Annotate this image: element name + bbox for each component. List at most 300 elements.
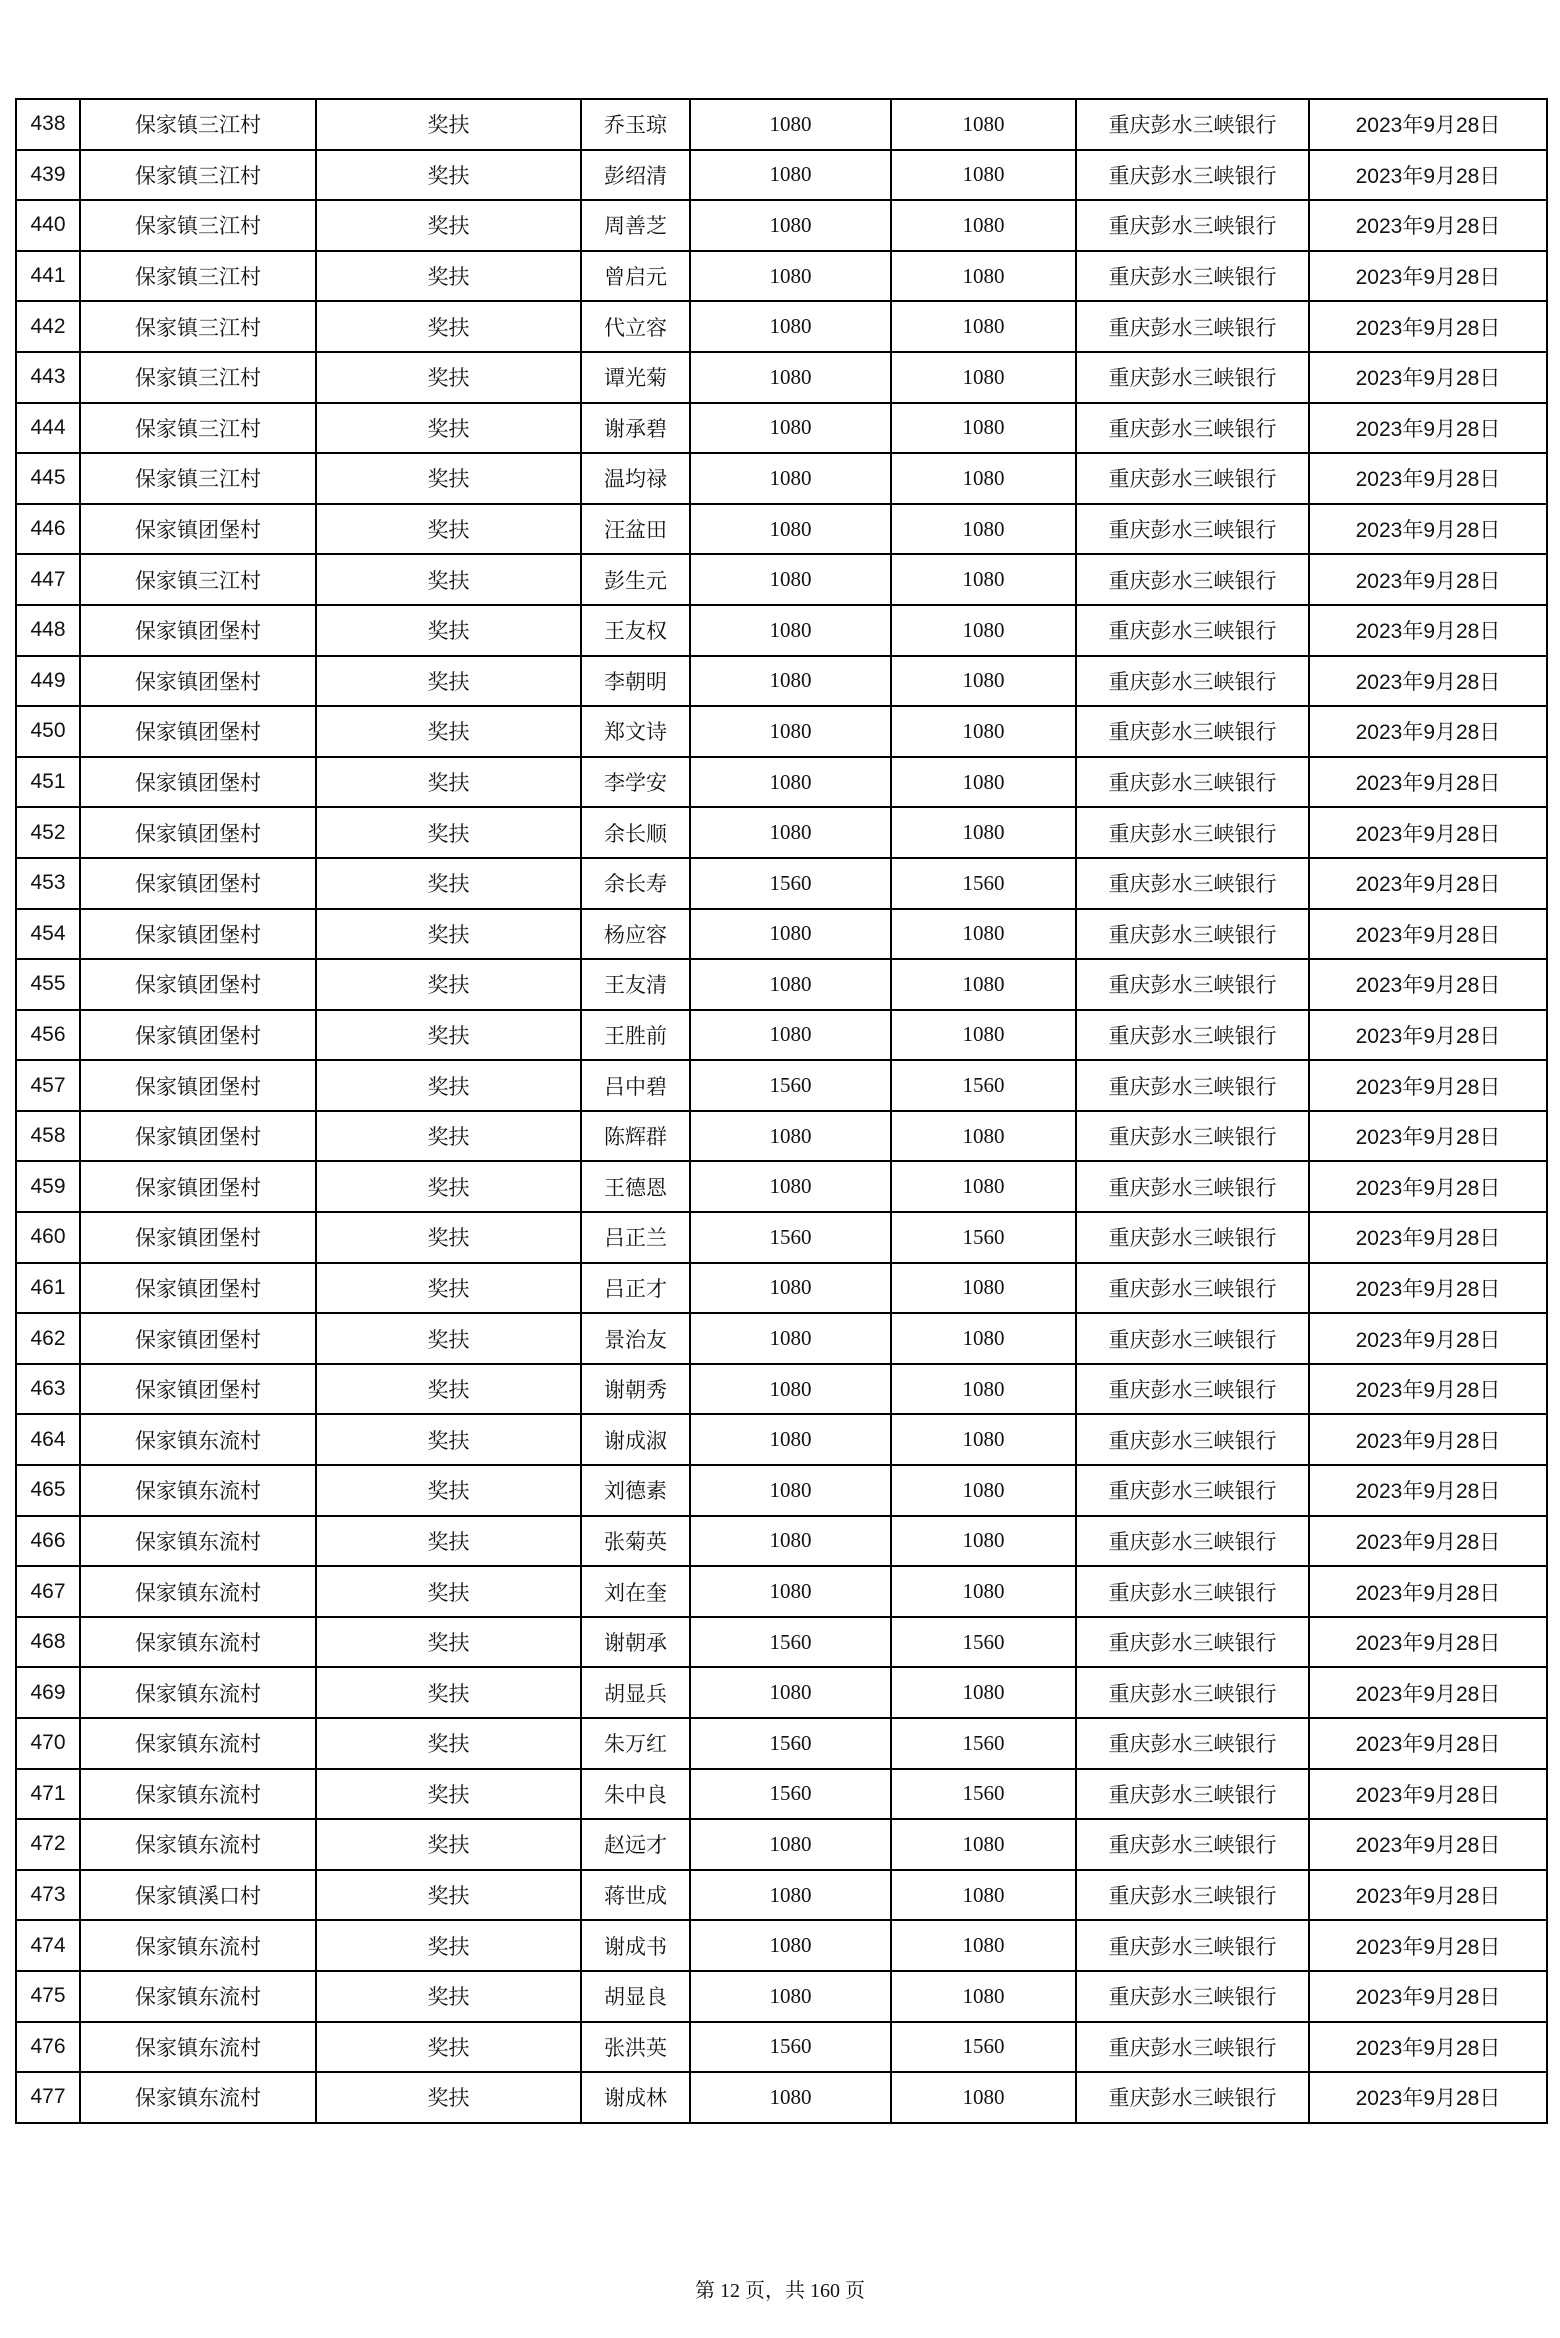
paid-amount-cell: 1080 xyxy=(891,453,1076,504)
table-row xyxy=(16,858,1547,909)
village-cell: 保家镇团堡村 xyxy=(80,858,316,909)
village-cell: 保家镇团堡村 xyxy=(80,656,316,707)
subsidy-type-cell: 奖扶 xyxy=(316,1971,581,2022)
bank-cell: 重庆彭水三峡银行 xyxy=(1076,1920,1309,1971)
table-row xyxy=(16,2072,1547,2123)
recipient-name-cell: 温均禄 xyxy=(581,453,690,504)
row-number-cell: 446 xyxy=(16,504,80,555)
row-number-cell: 439 xyxy=(16,150,80,201)
village-cell: 保家镇团堡村 xyxy=(80,757,316,808)
bank-cell: 重庆彭水三峡银行 xyxy=(1076,807,1309,858)
village-cell: 保家镇溪口村 xyxy=(80,1870,316,1921)
amount-cell: 1080 xyxy=(690,1263,891,1314)
amount-cell: 1080 xyxy=(690,757,891,808)
table-row xyxy=(16,959,1547,1010)
paid-amount-cell: 1080 xyxy=(891,909,1076,960)
table-row xyxy=(16,605,1547,656)
recipient-name-cell: 曾启元 xyxy=(581,251,690,302)
paid-amount-cell: 1080 xyxy=(891,554,1076,605)
subsidy-type-cell: 奖扶 xyxy=(316,757,581,808)
row-number-cell: 468 xyxy=(16,1617,80,1668)
bank-cell: 重庆彭水三峡银行 xyxy=(1076,1414,1309,1465)
bank-cell: 重庆彭水三峡银行 xyxy=(1076,706,1309,757)
recipient-name-cell: 刘德素 xyxy=(581,1465,690,1516)
payment-date-cell: 2023年9月28日 xyxy=(1309,1465,1547,1516)
table-row xyxy=(16,1263,1547,1314)
table-row xyxy=(16,1566,1547,1617)
row-number-cell: 466 xyxy=(16,1516,80,1567)
table-row xyxy=(16,1769,1547,1820)
subsidy-type-cell: 奖扶 xyxy=(316,1161,581,1212)
payment-date-cell: 2023年9月28日 xyxy=(1309,2022,1547,2073)
paid-amount-cell: 1080 xyxy=(891,1819,1076,1870)
village-cell: 保家镇三江村 xyxy=(80,453,316,504)
recipient-name-cell: 谢朝秀 xyxy=(581,1364,690,1415)
subsidy-type-cell: 奖扶 xyxy=(316,403,581,454)
village-cell: 保家镇团堡村 xyxy=(80,959,316,1010)
payment-date-cell: 2023年9月28日 xyxy=(1309,1313,1547,1364)
paid-amount-cell: 1560 xyxy=(891,1617,1076,1668)
subsidy-type-cell: 奖扶 xyxy=(316,1313,581,1364)
payment-date-cell: 2023年9月28日 xyxy=(1309,1819,1547,1870)
subsidy-type-cell: 奖扶 xyxy=(316,1263,581,1314)
village-cell: 保家镇团堡村 xyxy=(80,605,316,656)
table-row xyxy=(16,2022,1547,2073)
subsidy-type-cell: 奖扶 xyxy=(316,1516,581,1567)
paid-amount-cell: 1080 xyxy=(891,1010,1076,1061)
bank-cell: 重庆彭水三峡银行 xyxy=(1076,757,1309,808)
paid-amount-cell: 1080 xyxy=(891,1414,1076,1465)
paid-amount-cell: 1080 xyxy=(891,605,1076,656)
row-number-cell: 470 xyxy=(16,1718,80,1769)
payment-date-cell: 2023年9月28日 xyxy=(1309,453,1547,504)
recipient-name-cell: 朱中良 xyxy=(581,1769,690,1820)
subsidy-type-cell: 奖扶 xyxy=(316,1870,581,1921)
bank-cell: 重庆彭水三峡银行 xyxy=(1076,1010,1309,1061)
paid-amount-cell: 1080 xyxy=(891,1364,1076,1415)
payment-date-cell: 2023年9月28日 xyxy=(1309,1566,1547,1617)
amount-cell: 1560 xyxy=(690,1769,891,1820)
paid-amount-cell: 1080 xyxy=(891,1870,1076,1921)
bank-cell: 重庆彭水三峡银行 xyxy=(1076,1718,1309,1769)
table-row xyxy=(16,1718,1547,1769)
amount-cell: 1080 xyxy=(690,403,891,454)
paid-amount-cell: 1560 xyxy=(891,1718,1076,1769)
recipient-name-cell: 吕正才 xyxy=(581,1263,690,1314)
subsidy-type-cell: 奖扶 xyxy=(316,1414,581,1465)
table-row xyxy=(16,554,1547,605)
table-row xyxy=(16,706,1547,757)
payment-date-cell: 2023年9月28日 xyxy=(1309,959,1547,1010)
payment-date-cell: 2023年9月28日 xyxy=(1309,301,1547,352)
row-number-cell: 464 xyxy=(16,1414,80,1465)
recipient-name-cell: 杨应容 xyxy=(581,909,690,960)
table-row xyxy=(16,757,1547,808)
row-number-cell: 461 xyxy=(16,1263,80,1314)
village-cell: 保家镇三江村 xyxy=(80,251,316,302)
payment-date-cell: 2023年9月28日 xyxy=(1309,251,1547,302)
row-number-cell: 472 xyxy=(16,1819,80,1870)
amount-cell: 1080 xyxy=(690,1111,891,1162)
payment-date-cell: 2023年9月28日 xyxy=(1309,605,1547,656)
bank-cell: 重庆彭水三峡银行 xyxy=(1076,1667,1309,1718)
village-cell: 保家镇东流村 xyxy=(80,2022,316,2073)
recipient-name-cell: 谭光菊 xyxy=(581,352,690,403)
subsidy-type-cell: 奖扶 xyxy=(316,554,581,605)
subsidy-type-cell: 奖扶 xyxy=(316,1566,581,1617)
table-row xyxy=(16,1667,1547,1718)
row-number-cell: 463 xyxy=(16,1364,80,1415)
row-number-cell: 451 xyxy=(16,757,80,808)
payment-date-cell: 2023年9月28日 xyxy=(1309,1414,1547,1465)
row-number-cell: 458 xyxy=(16,1111,80,1162)
row-number-cell: 469 xyxy=(16,1667,80,1718)
paid-amount-cell: 1080 xyxy=(891,1313,1076,1364)
recipient-name-cell: 谢成书 xyxy=(581,1920,690,1971)
payment-date-cell: 2023年9月28日 xyxy=(1309,1870,1547,1921)
subsidy-type-cell: 奖扶 xyxy=(316,1769,581,1820)
subsidy-type-cell: 奖扶 xyxy=(316,1617,581,1668)
amount-cell: 1560 xyxy=(690,1617,891,1668)
village-cell: 保家镇三江村 xyxy=(80,150,316,201)
subsidy-type-cell: 奖扶 xyxy=(316,1010,581,1061)
village-cell: 保家镇东流村 xyxy=(80,1920,316,1971)
village-cell: 保家镇三江村 xyxy=(80,200,316,251)
paid-amount-cell: 1080 xyxy=(891,706,1076,757)
amount-cell: 1560 xyxy=(690,858,891,909)
subsidy-type-cell: 奖扶 xyxy=(316,706,581,757)
recipient-name-cell: 李学安 xyxy=(581,757,690,808)
row-number-cell: 450 xyxy=(16,706,80,757)
subsidy-type-cell: 奖扶 xyxy=(316,807,581,858)
recipient-name-cell: 王友权 xyxy=(581,605,690,656)
bank-cell: 重庆彭水三峡银行 xyxy=(1076,959,1309,1010)
amount-cell: 1080 xyxy=(690,1920,891,1971)
subsidy-type-cell: 奖扶 xyxy=(316,504,581,555)
table-row xyxy=(16,1617,1547,1668)
paid-amount-cell: 1080 xyxy=(891,757,1076,808)
amount-cell: 1080 xyxy=(690,150,891,201)
payment-date-cell: 2023年9月28日 xyxy=(1309,1516,1547,1567)
village-cell: 保家镇三江村 xyxy=(80,403,316,454)
recipient-name-cell: 张菊英 xyxy=(581,1516,690,1567)
village-cell: 保家镇三江村 xyxy=(80,554,316,605)
row-number-cell: 438 xyxy=(16,99,80,150)
subsidy-type-cell: 奖扶 xyxy=(316,1819,581,1870)
bank-cell: 重庆彭水三峡银行 xyxy=(1076,200,1309,251)
table-row xyxy=(16,1212,1547,1263)
payment-date-cell: 2023年9月28日 xyxy=(1309,858,1547,909)
payment-date-cell: 2023年9月28日 xyxy=(1309,403,1547,454)
recipient-name-cell: 刘在奎 xyxy=(581,1566,690,1617)
subsidy-type-cell: 奖扶 xyxy=(316,1060,581,1111)
subsidy-type-cell: 奖扶 xyxy=(316,1111,581,1162)
amount-cell: 1080 xyxy=(690,1819,891,1870)
payment-date-cell: 2023年9月28日 xyxy=(1309,656,1547,707)
table-row xyxy=(16,1414,1547,1465)
amount-cell: 1080 xyxy=(690,2072,891,2123)
village-cell: 保家镇东流村 xyxy=(80,1971,316,2022)
amount-cell: 1080 xyxy=(690,1465,891,1516)
paid-amount-cell: 1080 xyxy=(891,200,1076,251)
row-number-cell: 474 xyxy=(16,1920,80,1971)
payment-date-cell: 2023年9月28日 xyxy=(1309,706,1547,757)
payment-date-cell: 2023年9月28日 xyxy=(1309,554,1547,605)
amount-cell: 1080 xyxy=(690,1870,891,1921)
recipient-name-cell: 王胜前 xyxy=(581,1010,690,1061)
paid-amount-cell: 1080 xyxy=(891,1971,1076,2022)
payment-date-cell: 2023年9月28日 xyxy=(1309,1364,1547,1415)
subsidy-type-cell: 奖扶 xyxy=(316,251,581,302)
amount-cell: 1080 xyxy=(690,99,891,150)
amount-cell: 1560 xyxy=(690,1060,891,1111)
table-row xyxy=(16,656,1547,707)
recipient-name-cell: 余长顺 xyxy=(581,807,690,858)
row-number-cell: 459 xyxy=(16,1161,80,1212)
paid-amount-cell: 1080 xyxy=(891,1566,1076,1617)
recipient-name-cell: 张洪英 xyxy=(581,2022,690,2073)
village-cell: 保家镇东流村 xyxy=(80,1819,316,1870)
recipient-name-cell: 胡显兵 xyxy=(581,1667,690,1718)
amount-cell: 1080 xyxy=(690,251,891,302)
bank-cell: 重庆彭水三峡银行 xyxy=(1076,1465,1309,1516)
amount-cell: 1080 xyxy=(690,909,891,960)
beneficiary-table xyxy=(15,98,1548,2124)
row-number-cell: 460 xyxy=(16,1212,80,1263)
recipient-name-cell: 李朝明 xyxy=(581,656,690,707)
row-number-cell: 445 xyxy=(16,453,80,504)
subsidy-type-cell: 奖扶 xyxy=(316,959,581,1010)
table-row xyxy=(16,1010,1547,1061)
village-cell: 保家镇团堡村 xyxy=(80,1263,316,1314)
recipient-name-cell: 彭生元 xyxy=(581,554,690,605)
subsidy-type-cell: 奖扶 xyxy=(316,200,581,251)
bank-cell: 重庆彭水三峡银行 xyxy=(1076,453,1309,504)
table-row xyxy=(16,1465,1547,1516)
recipient-name-cell: 胡显良 xyxy=(581,1971,690,2022)
recipient-name-cell: 汪盆田 xyxy=(581,504,690,555)
bank-cell: 重庆彭水三峡银行 xyxy=(1076,1870,1309,1921)
paid-amount-cell: 1080 xyxy=(891,99,1076,150)
village-cell: 保家镇东流村 xyxy=(80,1516,316,1567)
amount-cell: 1080 xyxy=(690,301,891,352)
page-footer: 第 12 页，共 160 页 xyxy=(695,2280,865,2302)
subsidy-type-cell: 奖扶 xyxy=(316,656,581,707)
recipient-name-cell: 吕中碧 xyxy=(581,1060,690,1111)
bank-cell: 重庆彭水三峡银行 xyxy=(1076,2072,1309,2123)
bank-cell: 重庆彭水三峡银行 xyxy=(1076,1971,1309,2022)
payment-date-cell: 2023年9月28日 xyxy=(1309,352,1547,403)
bank-cell: 重庆彭水三峡银行 xyxy=(1076,1263,1309,1314)
paid-amount-cell: 1080 xyxy=(891,1161,1076,1212)
paid-amount-cell: 1080 xyxy=(891,2072,1076,2123)
village-cell: 保家镇团堡村 xyxy=(80,909,316,960)
row-number-cell: 448 xyxy=(16,605,80,656)
table-row xyxy=(16,99,1547,150)
bank-cell: 重庆彭水三峡银行 xyxy=(1076,1313,1309,1364)
bank-cell: 重庆彭水三峡银行 xyxy=(1076,301,1309,352)
payment-date-cell: 2023年9月28日 xyxy=(1309,1263,1547,1314)
village-cell: 保家镇三江村 xyxy=(80,99,316,150)
table-body xyxy=(16,99,1547,2123)
table-row xyxy=(16,150,1547,201)
amount-cell: 1080 xyxy=(690,656,891,707)
payment-date-cell: 2023年9月28日 xyxy=(1309,99,1547,150)
subsidy-type-cell: 奖扶 xyxy=(316,909,581,960)
village-cell: 保家镇团堡村 xyxy=(80,504,316,555)
row-number-cell: 441 xyxy=(16,251,80,302)
row-number-cell: 452 xyxy=(16,807,80,858)
paid-amount-cell: 1080 xyxy=(891,1263,1076,1314)
payment-date-cell: 2023年9月28日 xyxy=(1309,1617,1547,1668)
row-number-cell: 443 xyxy=(16,352,80,403)
row-number-cell: 471 xyxy=(16,1769,80,1820)
village-cell: 保家镇三江村 xyxy=(80,301,316,352)
paid-amount-cell: 1080 xyxy=(891,251,1076,302)
subsidy-type-cell: 奖扶 xyxy=(316,1920,581,1971)
table-row xyxy=(16,251,1547,302)
row-number-cell: 473 xyxy=(16,1870,80,1921)
bank-cell: 重庆彭水三峡银行 xyxy=(1076,1617,1309,1668)
payment-date-cell: 2023年9月28日 xyxy=(1309,504,1547,555)
village-cell: 保家镇团堡村 xyxy=(80,1212,316,1263)
payment-date-cell: 2023年9月28日 xyxy=(1309,1667,1547,1718)
row-number-cell: 454 xyxy=(16,909,80,960)
subsidy-type-cell: 奖扶 xyxy=(316,99,581,150)
row-number-cell: 475 xyxy=(16,1971,80,2022)
recipient-name-cell: 蒋世成 xyxy=(581,1870,690,1921)
subsidy-type-cell: 奖扶 xyxy=(316,1212,581,1263)
bank-cell: 重庆彭水三峡银行 xyxy=(1076,403,1309,454)
subsidy-type-cell: 奖扶 xyxy=(316,2072,581,2123)
table-row xyxy=(16,403,1547,454)
village-cell: 保家镇东流村 xyxy=(80,1566,316,1617)
recipient-name-cell: 赵远才 xyxy=(581,1819,690,1870)
payment-date-cell: 2023年9月28日 xyxy=(1309,150,1547,201)
table-row xyxy=(16,504,1547,555)
bank-cell: 重庆彭水三峡银行 xyxy=(1076,251,1309,302)
bank-cell: 重庆彭水三峡银行 xyxy=(1076,1769,1309,1820)
subsidy-type-cell: 奖扶 xyxy=(316,1667,581,1718)
table-row xyxy=(16,1060,1547,1111)
subsidy-type-cell: 奖扶 xyxy=(316,1364,581,1415)
paid-amount-cell: 1080 xyxy=(891,150,1076,201)
payment-date-cell: 2023年9月28日 xyxy=(1309,200,1547,251)
paid-amount-cell: 1560 xyxy=(891,2022,1076,2073)
payment-date-cell: 2023年9月28日 xyxy=(1309,1161,1547,1212)
row-number-cell: 456 xyxy=(16,1010,80,1061)
payment-date-cell: 2023年9月28日 xyxy=(1309,807,1547,858)
payment-date-cell: 2023年9月28日 xyxy=(1309,1010,1547,1061)
row-number-cell: 457 xyxy=(16,1060,80,1111)
amount-cell: 1080 xyxy=(690,200,891,251)
table-row xyxy=(16,1313,1547,1364)
amount-cell: 1560 xyxy=(690,2022,891,2073)
table-row xyxy=(16,1819,1547,1870)
table-row xyxy=(16,301,1547,352)
bank-cell: 重庆彭水三峡银行 xyxy=(1076,2022,1309,2073)
village-cell: 保家镇东流村 xyxy=(80,2072,316,2123)
row-number-cell: 467 xyxy=(16,1566,80,1617)
table-row xyxy=(16,200,1547,251)
bank-cell: 重庆彭水三峡银行 xyxy=(1076,554,1309,605)
row-number-cell: 462 xyxy=(16,1313,80,1364)
amount-cell: 1080 xyxy=(690,1364,891,1415)
paid-amount-cell: 1560 xyxy=(891,858,1076,909)
bank-cell: 重庆彭水三峡银行 xyxy=(1076,504,1309,555)
recipient-name-cell: 陈辉群 xyxy=(581,1111,690,1162)
row-number-cell: 476 xyxy=(16,2022,80,2073)
row-number-cell: 444 xyxy=(16,403,80,454)
amount-cell: 1080 xyxy=(690,1566,891,1617)
village-cell: 保家镇团堡村 xyxy=(80,1364,316,1415)
table-row xyxy=(16,453,1547,504)
village-cell: 保家镇团堡村 xyxy=(80,1060,316,1111)
village-cell: 保家镇三江村 xyxy=(80,352,316,403)
payment-date-cell: 2023年9月28日 xyxy=(1309,757,1547,808)
payment-date-cell: 2023年9月28日 xyxy=(1309,2072,1547,2123)
payment-date-cell: 2023年9月28日 xyxy=(1309,1769,1547,1820)
subsidy-type-cell: 奖扶 xyxy=(316,605,581,656)
subsidy-type-cell: 奖扶 xyxy=(316,1718,581,1769)
recipient-name-cell: 彭绍清 xyxy=(581,150,690,201)
village-cell: 保家镇东流村 xyxy=(80,1617,316,1668)
village-cell: 保家镇团堡村 xyxy=(80,1010,316,1061)
amount-cell: 1080 xyxy=(690,1313,891,1364)
amount-cell: 1080 xyxy=(690,605,891,656)
paid-amount-cell: 1080 xyxy=(891,301,1076,352)
bank-cell: 重庆彭水三峡银行 xyxy=(1076,605,1309,656)
row-number-cell: 442 xyxy=(16,301,80,352)
table-row xyxy=(16,909,1547,960)
table-row xyxy=(16,1111,1547,1162)
village-cell: 保家镇团堡村 xyxy=(80,706,316,757)
payment-date-cell: 2023年9月28日 xyxy=(1309,1920,1547,1971)
village-cell: 保家镇团堡村 xyxy=(80,1313,316,1364)
table-row xyxy=(16,1516,1547,1567)
paid-amount-cell: 1080 xyxy=(891,1465,1076,1516)
subsidy-type-cell: 奖扶 xyxy=(316,1465,581,1516)
bank-cell: 重庆彭水三峡银行 xyxy=(1076,1161,1309,1212)
recipient-name-cell: 王德恩 xyxy=(581,1161,690,1212)
table-row xyxy=(16,1161,1547,1212)
bank-cell: 重庆彭水三峡银行 xyxy=(1076,858,1309,909)
amount-cell: 1080 xyxy=(690,352,891,403)
village-cell: 保家镇东流村 xyxy=(80,1718,316,1769)
paid-amount-cell: 1080 xyxy=(891,1667,1076,1718)
bank-cell: 重庆彭水三峡银行 xyxy=(1076,656,1309,707)
subsidy-type-cell: 奖扶 xyxy=(316,858,581,909)
amount-cell: 1080 xyxy=(690,706,891,757)
table-row xyxy=(16,1364,1547,1415)
recipient-name-cell: 乔玉琼 xyxy=(581,99,690,150)
paid-amount-cell: 1080 xyxy=(891,1111,1076,1162)
row-number-cell: 440 xyxy=(16,200,80,251)
amount-cell: 1080 xyxy=(690,807,891,858)
recipient-name-cell: 代立容 xyxy=(581,301,690,352)
paid-amount-cell: 1080 xyxy=(891,807,1076,858)
amount-cell: 1080 xyxy=(690,1010,891,1061)
subsidy-type-cell: 奖扶 xyxy=(316,453,581,504)
table-row xyxy=(16,352,1547,403)
bank-cell: 重庆彭水三峡银行 xyxy=(1076,1060,1309,1111)
recipient-name-cell: 谢承碧 xyxy=(581,403,690,454)
paid-amount-cell: 1080 xyxy=(891,352,1076,403)
paid-amount-cell: 1080 xyxy=(891,959,1076,1010)
payment-date-cell: 2023年9月28日 xyxy=(1309,909,1547,960)
subsidy-type-cell: 奖扶 xyxy=(316,352,581,403)
village-cell: 保家镇东流村 xyxy=(80,1414,316,1465)
